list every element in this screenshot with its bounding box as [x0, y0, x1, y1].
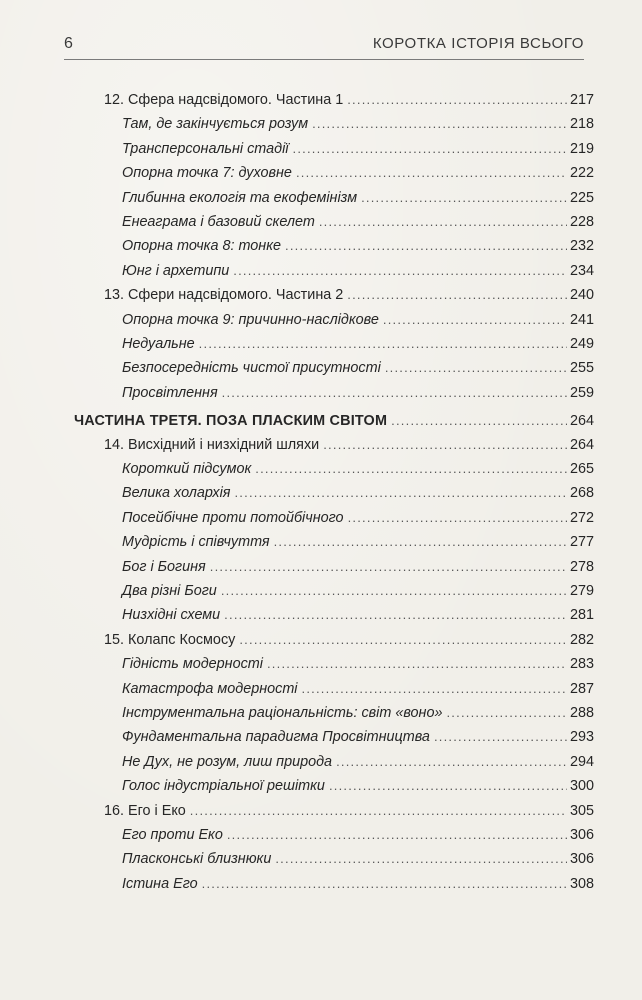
toc-entry-title: Низхідні схеми	[122, 607, 221, 624]
dot-leader	[233, 260, 567, 282]
dot-leader	[234, 482, 567, 504]
toc-entry-sub	[122, 507, 594, 529]
dot-leader	[267, 653, 567, 675]
toc-entry-title: Короткий підсумок	[122, 461, 252, 477]
toc-entry-sub	[122, 235, 594, 257]
toc-entry-page: 240	[569, 287, 594, 304]
toc-entry-page: 234	[569, 262, 594, 279]
dot-leader	[434, 726, 567, 748]
toc-entry-sub	[122, 580, 594, 602]
toc-entry-title: Просвітлення	[122, 384, 218, 401]
toc-entry-chapter	[104, 800, 594, 822]
toc-entry-chapter	[104, 629, 594, 651]
toc-entry-page: 232	[569, 238, 594, 255]
dot-leader	[224, 604, 567, 626]
toc-entry-title: 15. Колапс Космосу	[104, 631, 236, 648]
toc-entry-title: 13. Сфери надсвідомого. Частина 2	[104, 287, 344, 304]
toc-entry-sub	[122, 187, 594, 209]
toc-entry-page: 249	[569, 336, 594, 352]
toc-entry-title: 16. Его і Еко	[104, 802, 186, 819]
toc-entry-page: 300	[569, 778, 594, 795]
toc-entry-title: Не Дух, не розум, лиш природа	[122, 753, 333, 770]
page-number: 6	[64, 35, 73, 52]
dot-leader	[391, 410, 567, 432]
toc-entry-page: 287	[569, 680, 594, 697]
toc-entry-sub	[122, 751, 594, 773]
toc-entry-page: 264	[569, 413, 594, 430]
dot-leader	[199, 333, 567, 355]
toc-entry-title: Юнг і архетипи	[122, 262, 230, 279]
toc-entry-sub	[122, 138, 594, 160]
dot-leader	[302, 678, 567, 700]
toc-entry-title: Два різні Боги	[122, 583, 217, 599]
toc-entry-sub	[122, 873, 594, 895]
toc-entry-page: 279	[569, 583, 594, 599]
toc-entry-chapter	[104, 89, 594, 111]
toc-entry-sub	[122, 702, 594, 724]
toc-entry-page: 305	[569, 802, 594, 819]
dot-leader	[336, 751, 567, 773]
dot-leader	[293, 138, 567, 160]
toc-entry-title: ЧАСТИНА ТРЕТЯ. ПОЗА ПЛАСКИМ СВІТОМ	[74, 413, 388, 430]
toc-entry-sub	[122, 531, 594, 553]
toc-entry-page: 241	[569, 311, 594, 328]
dot-leader	[227, 824, 567, 846]
toc-entry-title: Трансперсональні стадії	[122, 140, 289, 157]
toc-entry-sub	[122, 260, 594, 282]
toc-entry-sub	[122, 458, 594, 480]
toc-entry-chapter	[104, 284, 594, 306]
toc-entry-page: 259	[569, 384, 594, 401]
toc-entry-sub	[122, 848, 594, 870]
dot-leader	[329, 775, 567, 797]
toc-entry-title: 14. Висхідний і низхідний шляхи	[104, 436, 320, 453]
toc-entry-sub	[122, 824, 594, 846]
toc-entry-title: Фундаментальна парадигма Просвітництва	[122, 729, 430, 746]
toc-entry-sub	[122, 653, 594, 675]
toc-entry-title: Посейбічне проти потойбічного	[122, 509, 344, 526]
dot-leader	[446, 702, 567, 724]
toc-entry-sub	[122, 556, 594, 578]
toc-entry-page: 264	[569, 436, 594, 453]
dot-leader	[275, 848, 567, 870]
toc-entry-part	[74, 410, 594, 432]
dot-leader	[202, 873, 567, 895]
toc-entry-title: Гідність модерності	[122, 656, 263, 673]
toc-entry-sub	[122, 382, 594, 404]
toc-entry-sub	[122, 333, 594, 355]
toc-entry-page: 228	[569, 214, 594, 230]
toc-entry-page: 281	[569, 607, 594, 624]
toc-entry-sub	[122, 775, 594, 797]
toc-entry-page: 308	[569, 875, 594, 892]
toc-entry-page: 265	[569, 461, 594, 477]
dot-leader	[296, 162, 567, 184]
toc-entry-page: 288	[569, 705, 594, 721]
toc-entry-page: 278	[569, 558, 594, 575]
dot-leader	[347, 284, 567, 306]
toc-entry-page: 255	[569, 360, 594, 377]
toc-entry-chapter	[104, 434, 594, 456]
toc-entry-title: Опорна точка 7: духовне	[122, 165, 292, 182]
dot-leader	[274, 531, 567, 553]
toc-entry-page: 222	[569, 165, 594, 182]
dot-leader	[348, 507, 567, 529]
toc-entry-sub	[122, 113, 594, 135]
dot-leader	[319, 211, 567, 233]
dot-leader	[221, 580, 567, 602]
toc-entry-title: Енеаграма і базовий скелет	[122, 214, 315, 230]
toc-entry-title: Велика холархія	[122, 485, 231, 502]
toc-entry-title: Недуальне	[122, 336, 195, 352]
dot-leader	[323, 434, 567, 456]
toc-entry-title: Пласконські близнюки	[122, 851, 272, 868]
toc-entry-page: 219	[569, 140, 594, 157]
dot-leader	[361, 187, 567, 209]
toc-entry-title: Інструментальна раціональність: світ «воно»	[122, 705, 443, 721]
toc-entry-page: 268	[569, 485, 594, 502]
toc-entry-title: Безпосередність чистої присутності	[122, 360, 381, 377]
toc-entry-sub	[122, 726, 594, 748]
dot-leader	[312, 113, 567, 135]
dot-leader	[385, 357, 567, 379]
toc-entry-sub	[122, 482, 594, 504]
dot-leader	[383, 309, 567, 331]
toc-entry-page: 277	[569, 534, 594, 551]
toc-entry-title: Опорна точка 9: причинно-наслідкове	[122, 311, 379, 328]
toc-entry-page: 272	[569, 509, 594, 526]
toc-entry-page: 282	[569, 631, 594, 648]
toc-entry-page: 225	[569, 189, 594, 206]
dot-leader	[222, 382, 567, 404]
toc-entry-sub	[122, 357, 594, 379]
toc-entry-page: 293	[569, 729, 594, 746]
toc-entry-title: Опорна точка 8: тонке	[122, 238, 282, 255]
toc-entry-title: Голос індустріальної решітки	[122, 778, 325, 795]
toc-entry-title: 12. Сфера надсвідомого. Частина 1	[104, 92, 344, 108]
toc-entry-title: Бог і Богиня	[122, 558, 206, 575]
toc-entry-sub	[122, 162, 594, 184]
running-header	[64, 35, 584, 60]
toc-entry-title: Глибинна екологія та екофемінізм	[122, 189, 358, 206]
toc-entry-title: Там, де закінчується розум	[122, 116, 309, 133]
dot-leader	[190, 800, 567, 822]
toc-entry-page: 306	[569, 851, 594, 868]
running-title: КОРОТКА ІСТОРІЯ ВСЬОГО	[372, 35, 584, 52]
toc-entry-sub	[122, 211, 594, 233]
dot-leader	[210, 556, 567, 578]
toc-entry-page: 294	[569, 753, 594, 770]
dot-leader	[239, 629, 567, 651]
toc-entry-page: 218	[569, 116, 594, 133]
toc-entry-title: Его проти Еко	[122, 827, 223, 843]
toc-entry-title: Істина Его	[122, 875, 198, 892]
toc-entry-sub	[122, 309, 594, 331]
dot-leader	[255, 458, 567, 480]
toc-entry-title: Катастрофа модерності	[122, 680, 298, 697]
toc-entry-page: 306	[569, 827, 594, 843]
toc-entry-page: 283	[569, 656, 594, 673]
dot-leader	[347, 89, 567, 111]
toc-entry-sub	[122, 678, 594, 700]
toc-entry-sub	[122, 604, 594, 626]
dot-leader	[285, 235, 567, 257]
toc-entry-title: Мудрість і співчуття	[122, 534, 270, 551]
toc-entry-page: 217	[569, 92, 594, 108]
